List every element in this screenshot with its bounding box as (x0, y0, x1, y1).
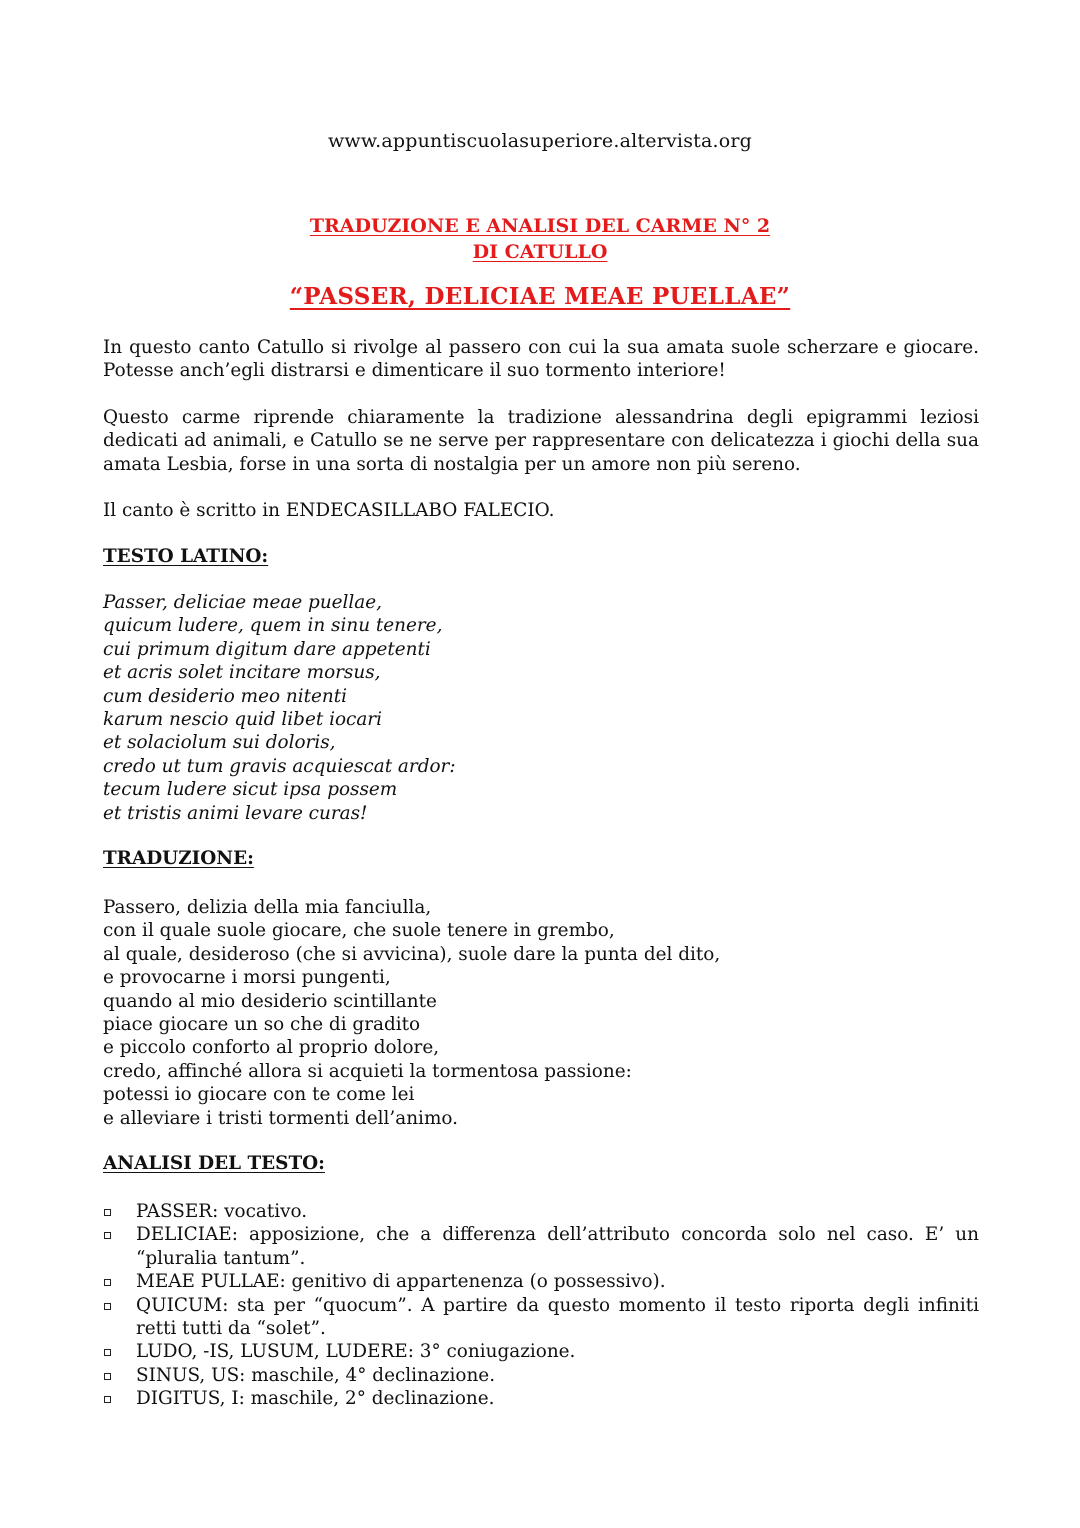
title-line-2: DI CATULLO (472, 241, 608, 263)
site-url: www.appuntiscuolasuperiore.altervista.org (327, 130, 753, 152)
translation-verse: con il quale suole giocare, che suole tenere in grembo, (103, 920, 615, 942)
translation-verse: e piccolo conforto al proprio dolore, (103, 1037, 440, 1059)
list-item (103, 1294, 979, 1341)
translation-verses (103, 896, 720, 1130)
latin-verse: karum nescio quid libet iocari (103, 709, 382, 731)
intro-paragraph-2: Questo carme riprende chiaramente la tradizione alessandrina degli epigrammi leziosi dedicati ad animali, e Catullo se ne serve per rappresentare con delicatezza i giochi della sua amata Lesbia, forse in una sorta di nostalgia per un amore non più sereno. (103, 407, 979, 475)
checkbox-bullet-icon (104, 1349, 111, 1356)
checkbox-bullet-icon (104, 1279, 111, 1286)
latin-verse: credo ut tum gravis acquiescat ardor: (103, 755, 456, 777)
translation-heading: TRADUZIONE: (103, 848, 254, 869)
latin-verses (103, 591, 456, 825)
list-item (103, 1364, 979, 1387)
translation-verse: al quale, desideroso (che si avvicina), suole dare la punta del dito, (103, 943, 721, 965)
latin-verse: tecum ludere sicut ipsa possem (103, 779, 398, 801)
checkbox-bullet-icon (104, 1209, 111, 1216)
intro-paragraph-3: Il canto è scritto in ENDECASILLABO FALECIO. (103, 500, 555, 521)
latin-verse: et tristis animi levare curas! (103, 802, 368, 824)
list-item (103, 1200, 979, 1223)
list-item (103, 1223, 979, 1270)
analysis-item-text: LUDO, -IS, LUSUM, LUDERE: 3° coniugazione. (136, 1341, 576, 1363)
translation-verse: e alleviare i tristi tormenti dell’animo. (103, 1107, 458, 1129)
title-line-1: TRADUZIONE E ANALISI DEL CARME N° 2 (309, 215, 771, 237)
document-title (0, 213, 1080, 265)
checkbox-bullet-icon (104, 1396, 111, 1403)
checkbox-bullet-icon (104, 1303, 111, 1310)
analysis-item-text: QUICUM: sta per “quocum”. A partire da questo momento il testo riporta degli infiniti retti tutti da “solet”. (136, 1294, 979, 1340)
poem-title (0, 283, 1080, 310)
latin-verse: cui primum digitum dare appetenti (103, 638, 431, 660)
list-item (103, 1270, 979, 1293)
analysis-item-text: PASSER: vocativo. (136, 1201, 308, 1222)
list-item (103, 1387, 979, 1410)
intro-paragraph-1: In questo canto Catullo si rivolge al passero con cui la sua amata suole scherzare e giocare. Potesse anch’egli distrarsi e dimenticare il suo tormento interiore! (103, 337, 979, 382)
translation-verse: potessi io giocare con te come lei (103, 1084, 415, 1106)
analysis-item-text: DIGITUS, I: maschile, 2° declinazione. (136, 1388, 495, 1410)
translation-verse: Passero, delizia della mia fanciulla, (103, 897, 432, 918)
translation-verse: piace giocare un so che di gradito (103, 1014, 421, 1036)
analysis-list (103, 1200, 979, 1411)
checkbox-bullet-icon (104, 1232, 111, 1239)
translation-verse: quando al mio desiderio scintillante (103, 990, 437, 1012)
checkbox-bullet-icon (104, 1373, 111, 1380)
list-item (103, 1340, 979, 1363)
translation-verse: e provocarne i morsi pungenti, (103, 967, 391, 989)
translation-verse: credo, affinché allora si acquieti la tormentosa passione: (103, 1060, 632, 1082)
latin-text-heading: TESTO LATINO: (103, 546, 269, 567)
latin-verse: Passer, deliciae meae puellae, (103, 592, 383, 613)
latin-verse: quicum ludere, quem in sinu tenere, (103, 615, 443, 637)
poem-title-text: “PASSER, DELICIAE MEAE PUELLAE” (289, 283, 791, 310)
latin-verse: et acris solet incitare morsus, (103, 662, 381, 684)
analysis-item-text: DELICIAE: apposizione, che a differenza dell’attributo concorda solo nel caso. E’ un “pluralia tantum”. (136, 1224, 979, 1269)
latin-verse: et solaciolum sui doloris, (103, 732, 336, 754)
analysis-item-text: SINUS, US: maschile, 4° declinazione. (136, 1364, 496, 1386)
analysis-item-text: MEAE PULLAE: genitivo di appartenenza (o possessivo). (136, 1271, 666, 1293)
latin-verse: cum desiderio meo nitenti (103, 685, 348, 707)
analysis-heading: ANALISI DEL TESTO: (103, 1153, 325, 1174)
